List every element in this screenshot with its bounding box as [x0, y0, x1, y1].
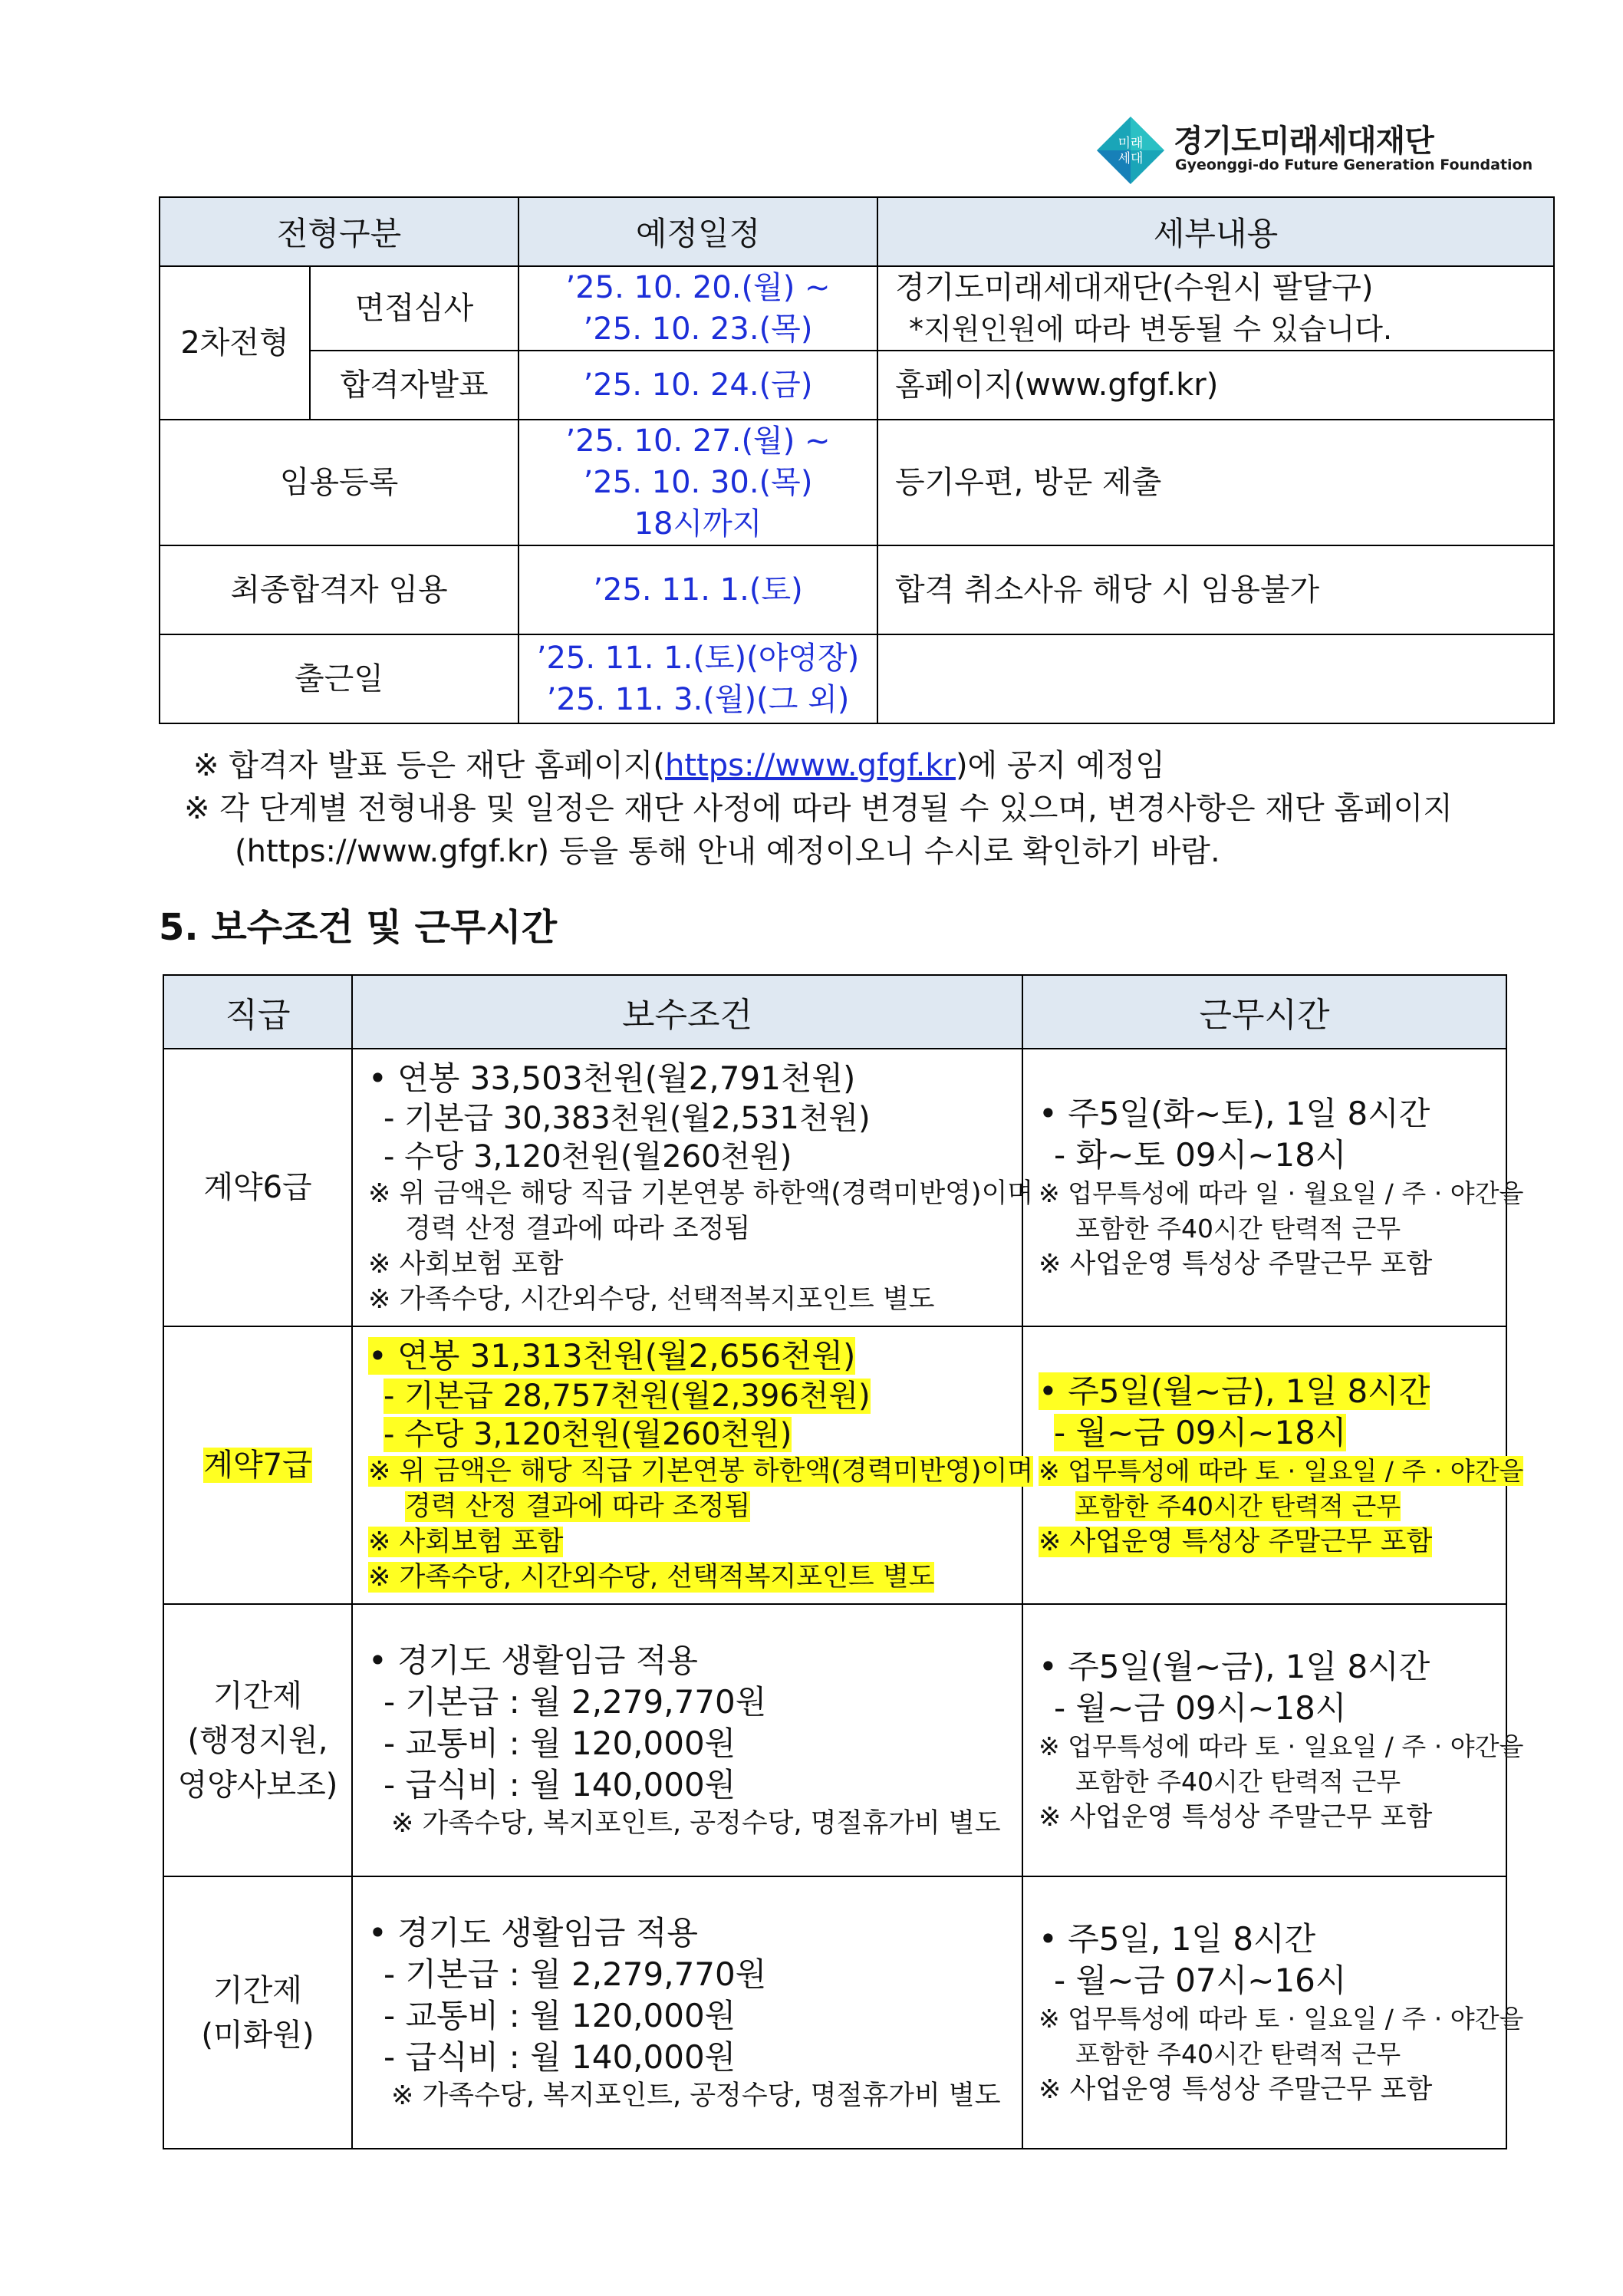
- svg-text:미래: 미래: [1118, 136, 1144, 151]
- pay-line: - 급식비 : 월 140,000원: [384, 2037, 736, 2076]
- pay-line: ※ 위 금액은 해당 직급 기본연봉 하한액(경력미반영)이며: [368, 1456, 1034, 1487]
- announce-detail: 홈페이지(www.gfgf.kr): [877, 351, 1554, 420]
- schedule-table: [159, 196, 1555, 724]
- stage2-label: 2차전형: [160, 266, 310, 420]
- grade-line: 영양사보조): [177, 1767, 338, 1803]
- hours-line: ※ 사업운영 특성상 주말근무 포함: [1039, 1801, 1433, 1833]
- pay-line: - 수당 3,120천원(월260천원): [384, 1417, 792, 1452]
- grade-line: 기간제: [213, 1678, 302, 1714]
- pay-cell: [352, 1326, 1034, 1604]
- header-hours: 근무시간: [1022, 975, 1506, 1049]
- note-announcement: ※ 합격자 발표 등은 재단 홈페이지(https://www.gfgf.kr)에 공지 예정임: [193, 748, 1165, 783]
- register-deadline: 18시까지: [634, 506, 762, 542]
- logo-name-ko: 경기도미래세대재단: [1174, 124, 1434, 159]
- interview-label: 면접심사: [310, 266, 519, 351]
- grade-label: 계약7급: [203, 1448, 312, 1483]
- pay-cell: [352, 1876, 1022, 2149]
- pay-row: [163, 1876, 1506, 2149]
- work-date-others: ’25. 11. 3.(월)(그 외): [546, 682, 850, 717]
- pay-line: ※ 위 금액은 해당 직급 기본연봉 하한액(경력미반영)이며: [368, 1178, 1034, 1209]
- homepage-link[interactable]: https://www.gfgf.kr: [665, 748, 956, 783]
- hours-line: 포함한 주40시간 탄력적 근무: [1075, 1766, 1401, 1797]
- hours-line: 포함한 주40시간 탄력적 근무: [1075, 2038, 1401, 2069]
- pay-line: ※ 가족수당, 복지포인트, 공정수당, 명절휴가비 별도: [391, 1807, 1001, 1839]
- hours-line: ※ 업무특성에 따라 토 · 일요일 / 주 · 야간을: [1039, 1731, 1524, 1761]
- pay-table: [163, 974, 1524, 2149]
- hours-line: - 월~금 09시~18시: [1054, 1688, 1347, 1727]
- interview-note: *지원인원에 따라 변동될 수 있습니다.: [909, 312, 1393, 346]
- interview-date: [519, 266, 877, 351]
- final-date: ’25. 11. 1.(토): [519, 545, 877, 634]
- interview-date-start: ’25. 10. 20.(월) ~: [565, 270, 831, 305]
- hours-cell: [1022, 1049, 1524, 1326]
- pay-cell: [352, 1049, 1034, 1326]
- pay-line: ※ 가족수당, 시간외수당, 선택적복지포인트 별도: [368, 1562, 935, 1593]
- pay-line: - 교통비 : 월 120,000원: [384, 1724, 736, 1762]
- hours-line: • 주5일(월~금), 1일 8시간: [1039, 1647, 1430, 1685]
- header-stage: 전형구분: [160, 197, 519, 266]
- hours-line: • 주5일(월~금), 1일 8시간: [1039, 1372, 1430, 1410]
- foundation-logo: [1095, 115, 1533, 183]
- pay-line: - 교통비 : 월 120,000원: [384, 1996, 736, 2034]
- hours-line: ※ 업무특성에 따라 토 · 일요일 / 주 · 야간을: [1039, 1456, 1524, 1486]
- final-label: 최종합격자 임용: [160, 545, 519, 634]
- hours-line: ※ 업무특성에 따라 토 · 일요일 / 주 · 야간을: [1039, 2003, 1524, 2034]
- pay-line: - 급식비 : 월 140,000원: [384, 1765, 736, 1804]
- header-pay: 보수조건: [352, 975, 1022, 1049]
- logo-mark-icon: [1095, 115, 1166, 186]
- hours-cell: [1022, 1326, 1524, 1604]
- pay-line: 경력 산정 결과에 따라 조정됨: [405, 1214, 751, 1244]
- hours-cell: [1022, 1876, 1524, 2149]
- final-detail: 합격 취소사유 해당 시 임용불가: [877, 545, 1554, 634]
- pay-row: [163, 1604, 1506, 1876]
- logo-name-en: Gyeonggi-do Future Generation Foundation: [1175, 156, 1533, 173]
- hours-line: - 화~토 09시~18시: [1054, 1136, 1347, 1174]
- register-date: [519, 420, 877, 545]
- register-label: 임용등록: [160, 420, 519, 545]
- pay-row: [163, 1049, 1506, 1326]
- grade-cell: 계약6급: [163, 1049, 352, 1326]
- header-grade: 직급: [163, 975, 352, 1049]
- register-date-end: ’25. 10. 30.(목): [583, 465, 813, 500]
- pay-line: ※ 사회보험 포함: [368, 1249, 564, 1280]
- hours-cell: [1022, 1604, 1524, 1876]
- hours-line: - 월~금 07시~16시: [1054, 1961, 1347, 1999]
- pay-line: - 기본급 30,383천원(월2,531천원): [384, 1101, 871, 1136]
- section-title: 5. 보수조건 및 근무시간: [159, 906, 558, 949]
- pay-line: • 경기도 생활임금 적용: [368, 1641, 698, 1679]
- pay-line: • 연봉 31,313천원(월2,656천원): [368, 1337, 856, 1375]
- pay-cell: [352, 1604, 1022, 1876]
- svg-text:세대: 세대: [1118, 151, 1144, 166]
- work-label: 출근일: [160, 634, 519, 723]
- work-date-campsite: ’25. 11. 1.(토)(야영장): [536, 641, 860, 676]
- pay-line: - 수당 3,120천원(월260천원): [384, 1139, 792, 1174]
- work-detail: [877, 634, 1554, 723]
- hours-line: ※ 사업운영 특성상 주말근무 포함: [1039, 2074, 1433, 2105]
- grade-cell: [163, 1326, 352, 1604]
- pay-line: - 기본급 : 월 2,279,770원: [384, 1682, 767, 1721]
- grade-cell: [163, 1876, 352, 2149]
- work-date: [519, 634, 877, 723]
- pay-line: 경력 산정 결과에 따라 조정됨: [405, 1491, 751, 1522]
- hours-line: ※ 업무특성에 따라 일 · 월요일 / 주 · 야간을: [1039, 1178, 1524, 1208]
- header-schedule: 예정일정: [519, 197, 877, 266]
- note-schedule-change-cont: (https://www.gfgf.kr) 등을 통해 안내 예정이오니 수시로 확인하기 바람.: [235, 834, 1220, 869]
- pay-line: ※ 가족수당, 시간외수당, 선택적복지포인트 별도: [368, 1284, 935, 1315]
- hours-line: 포함한 주40시간 탄력적 근무: [1075, 1214, 1401, 1244]
- grade-line: 기간제: [213, 1972, 302, 2008]
- announce-date: ’25. 10. 24.(금): [519, 351, 877, 420]
- interview-location: 경기도미래세대재단(수원시 팔달구): [895, 270, 1374, 305]
- register-date-start: ’25. 10. 27.(월) ~: [565, 423, 831, 459]
- hours-line: 포함한 주40시간 탄력적 근무: [1075, 1491, 1401, 1521]
- pay-line: • 경기도 생활임금 적용: [368, 1913, 698, 1952]
- grade-line: (미화원): [201, 2017, 314, 2053]
- pay-line: - 기본급 : 월 2,279,770원: [384, 1955, 767, 1993]
- pay-line: ※ 가족수당, 복지포인트, 공정수당, 명절휴가비 별도: [391, 2080, 1001, 2111]
- hours-line: - 월~금 09시~18시: [1054, 1414, 1347, 1451]
- header-detail: 세부내용: [877, 197, 1554, 266]
- hours-line: ※ 사업운영 특성상 주말근무 포함: [1039, 1527, 1433, 1557]
- announce-label: 합격자발표: [310, 351, 519, 420]
- interview-date-end: ’25. 10. 23.(목): [583, 311, 813, 347]
- grade-line: (행정지원,: [187, 1722, 328, 1758]
- interview-detail: [877, 266, 1554, 351]
- pay-row: [163, 1326, 1506, 1604]
- hours-line: • 주5일(화~토), 1일 8시간: [1039, 1095, 1430, 1132]
- grade-cell: [163, 1604, 352, 1876]
- hours-line: • 주5일, 1일 8시간: [1039, 1919, 1316, 1958]
- pay-line: - 기본급 28,757천원(월2,396천원): [384, 1379, 871, 1414]
- pay-line: ※ 사회보험 포함: [368, 1527, 564, 1557]
- note-schedule-change: ※ 각 단계별 전형내용 및 일정은 재단 사정에 따라 변경될 수 있으며, 변경사항은 재단 홈페이지: [184, 791, 1453, 826]
- pay-line: • 연봉 33,503천원(월2,791천원): [368, 1059, 856, 1097]
- hours-line: ※ 사업운영 특성상 주말근무 포함: [1039, 1249, 1433, 1280]
- register-detail: 등기우편, 방문 제출: [877, 420, 1554, 545]
